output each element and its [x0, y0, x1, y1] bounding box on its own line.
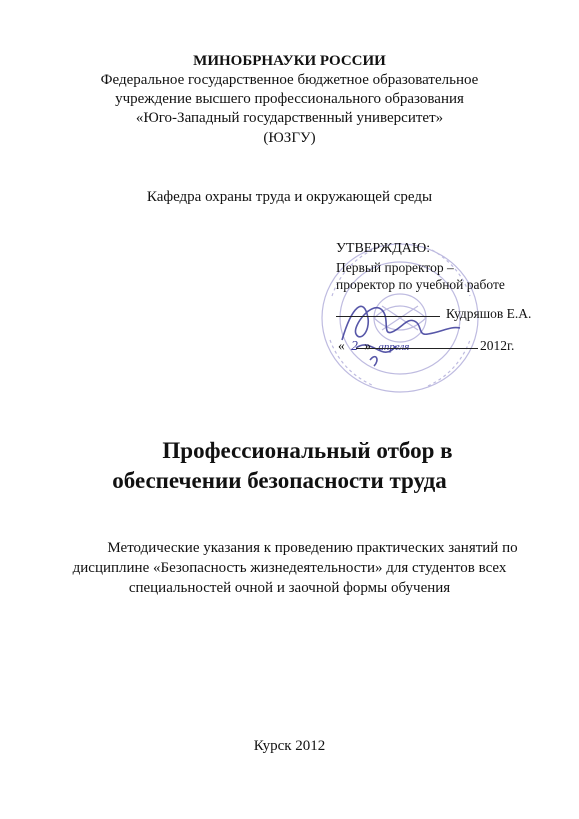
approver-name: Кудряшов Е.А.	[446, 306, 532, 321]
description-line-1: Методические указания к проведению практических занятий по	[107, 540, 518, 556]
approver-role-line-1: Первый проректор –	[336, 260, 454, 275]
approval-date	[338, 337, 409, 356]
date-day: 2	[351, 338, 358, 353]
approver-role-line-2: проректор по учебной работе	[336, 277, 505, 292]
description-line-2: дисциплине «Безопасность жизнедеятельности» для студентов всех	[72, 560, 507, 576]
city-year: Курск 2012	[253, 738, 326, 754]
approval-year: 2012г.	[480, 338, 515, 353]
description-line-3: специальностей очной и заочной формы обучения	[128, 580, 451, 596]
organization-line-1: Федеральное государственное бюджетное образовательное	[100, 72, 479, 88]
date-line	[356, 348, 478, 349]
date-month: апреля	[378, 341, 410, 353]
organization-line-3: «Юго-Западный государственный университет»	[135, 110, 444, 126]
date-close-quote: »	[364, 338, 371, 353]
document-title-line-2: обеспечении безопасности труда	[112, 468, 447, 493]
ministry-name: МИНОБРНАУКИ РОССИИ	[193, 53, 386, 69]
approval-title: УТВЕРЖДАЮ:	[336, 241, 431, 256]
document-title-line-1: Профессиональный отбор в	[162, 438, 453, 463]
date-open-quote: «	[338, 338, 345, 353]
organization-line-2: учреждение высшего профессионального образования	[115, 91, 464, 107]
organization-abbreviation: (ЮЗГУ)	[263, 130, 316, 146]
signature-line	[336, 316, 440, 317]
department-name: Кафедра охраны труда и окружающей среды	[146, 189, 433, 205]
